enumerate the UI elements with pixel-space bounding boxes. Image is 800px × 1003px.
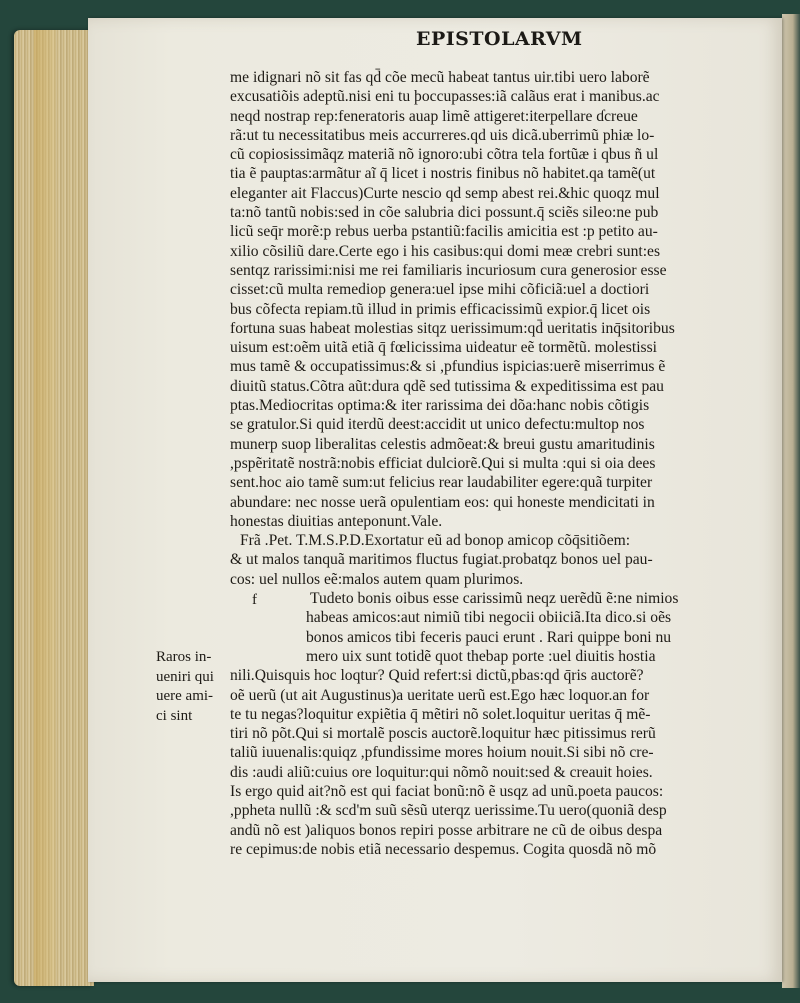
text-line: sent.hoc aio tamẽ sum:ut felicius rear laudabiliter egere:quã turpiter [230, 474, 653, 492]
running-header: EPISTOLARVM [416, 28, 583, 50]
text-line: bus cõfecta repiam.tũ illud in primis efficacissimũ expior.q̄ licet ois [230, 300, 651, 318]
heading-line: Frã .Pet. T.M.S.P.D.Exortatur eũ ad bonop amicop cõq̄sitiõem: [240, 532, 631, 550]
text-line: ,ppheta nullũ :& scd'm suũ sẽsũ uterqz uerissime.Tu uero(quoniã desp [230, 802, 667, 820]
text-line: taliũ iuuenalis:quiqz ,pfundissime mores hoium nouit.Si sibi nõ cre- [230, 744, 654, 762]
text-line: munerp suop liberalitas celestis admõeat:& breui gustu amaritudinis [230, 435, 655, 453]
text-line: cũ copiosissimãqz materiã nõ ignoro:ubi cõtra tela fortũæ i qbus ñ ul [230, 146, 659, 164]
text-line: mero uix sunt totidẽ quot thebap porte :uel diuitis hostia [306, 647, 656, 665]
heading-line: cos: uel nullos eẽ:malos autem quam plurimos. [230, 570, 524, 588]
text-line: bonos amicos tibi feceris pauci erunt . Rari quippe boni nu [306, 628, 672, 646]
text-line: xilio cõsiliũ dare.Certe ego i his casibus:qui domi meæ crebri sunt:es [230, 242, 661, 260]
text-line: uisum est:oẽm uitã etiã q̄ fœlicissima uideatur eẽ tormẽtũ. molestissi [230, 339, 658, 357]
text-line: abundare: nec nosse uerã opulentiam eos: qui honeste mendicitati in [230, 493, 655, 511]
text-line: tiri nõ põt.Qui si mortalẽ poscis auctorẽ.loquitur hæc pitissimus rerũ [230, 725, 656, 743]
text-line: sentqz rarissimi:nisi me rei familiaris incuriosum cura generosior esse [230, 261, 667, 279]
text-line: dis :audi aliũ:cuius ore loquitur:qui nõmõ nouit:sed & creauit hoies. [230, 763, 653, 781]
text-line: neqd nostrap rep:feneratoris auap limẽ attigeret:iterpellare ɗcreue [230, 107, 638, 125]
marginal-note-line: ueniri qui [156, 668, 214, 685]
text-line: fortuna suas habeat molestias sitqz uerissimum:qd̄ ueritatis inq̄sitoribus [230, 319, 675, 337]
letter-body-previous [230, 68, 742, 531]
facing-page-edge [782, 14, 800, 988]
gilt-page-edges [14, 30, 94, 986]
heading-line: & ut malos tanquã maritimos fluctus fugiat.probatqz bonos uel pau- [230, 551, 653, 569]
text-line: licũ seq̄r morẽ:p rebus uerba pstantiũ:facilis amicitia est :p petito au- [230, 223, 658, 241]
text-line: ptas.Mediocritas optima:& iter rarissima dei dõa:hanc nobis cõtigis [230, 397, 650, 415]
letter-heading [230, 531, 742, 589]
text-line: ,pspẽritatẽ nostrã:nobis efficiat dulciorẽ.Qui si multa :qui si oia dees [230, 454, 656, 472]
text-line: oẽ uerũ (ut ait Augustinus)a ueritate uerũ est.Ego hæc loquor.an for [230, 686, 650, 704]
letter-body [230, 589, 742, 859]
text-line: rã:ut tu necessitatibus meis accurreres.qd uis dicã.uberrimũ phiæ lo- [230, 126, 655, 144]
margin-mark: f [252, 592, 257, 608]
marginal-note [156, 648, 214, 726]
text-line: re cepimus:de nobis etiã necessario despemus. Cogita quosdã nõ mõ [230, 840, 657, 858]
main-text-block [230, 68, 742, 859]
text-line: habeas amicos:aut nimiũ tibi negocii obiiciã.Ita dico.si oẽs [306, 609, 672, 627]
text-line: se gratulor.Si quid iterdũ deest:accidit ut unico defectu:multop nos [230, 416, 645, 434]
text-line: Tudeto bonis oibus esse carissimũ neqz uerẽdũ ẽ:ne nimios [310, 590, 679, 608]
text-line: Is ergo quid ait?nõ est qui faciat bonũ:nõ ẽ usqz ad unũ.poeta paucos: [230, 782, 664, 800]
text-line: te tu negas?loquitur expiẽtia q̄ mẽtiri nõ solet.loquitur ueritas q̄ mẽ- [230, 705, 651, 723]
text-line: cisset:cũ multa remediop genera:uel ipse mihi cõficiã:uel a doctiori [230, 281, 650, 299]
marginal-note-line: ci sint [156, 707, 193, 724]
text-line: eleganter ait Flaccus)Curte nescio qd semp abest rei.&hic quoqz mul [230, 184, 660, 202]
text-line: me idignari nõ sit fas qd̄ cõe mecũ habeat tantus uir.tibi uero laborẽ [230, 69, 650, 86]
text-line: diuitũ status.Cõtra aũt:dura qdẽ sed tutissima & expeditissima est pau [230, 377, 664, 395]
text-line: mus tamẽ & occupatissimus:& si ,pfundius ispicias:uerẽ miserrimus ẽ [230, 358, 666, 376]
marginal-note-line: Raros in- [156, 649, 212, 665]
text-line: ta:nõ tantũ nobis:sed in cõe salubria dici possunt.q̄ sciẽs sileo:ne pub [230, 204, 659, 222]
text-line: andũ nõ est )aliquos bonos repiri posse arbitrare ne cũ de oibus despa [230, 821, 663, 839]
text-line: tia ẽ pauptas:armãtur aĩ q̄ licet i nostris finibus nõ habitet.qa tamẽ(ut [230, 165, 656, 183]
text-line: honestas diuitias anteponunt.Vale. [230, 512, 443, 530]
marginal-note-line: uere ami- [156, 688, 214, 704]
text-line: nili.Quisquis hoc loqtur? Quid refert:si dictũ,pbas:qd q̄ris auctorẽ? [230, 667, 644, 685]
text-line: excusatiõis adeptũ.nisi eni tu þoccupasses:iã calãus erat i manibus.ac [230, 88, 660, 106]
